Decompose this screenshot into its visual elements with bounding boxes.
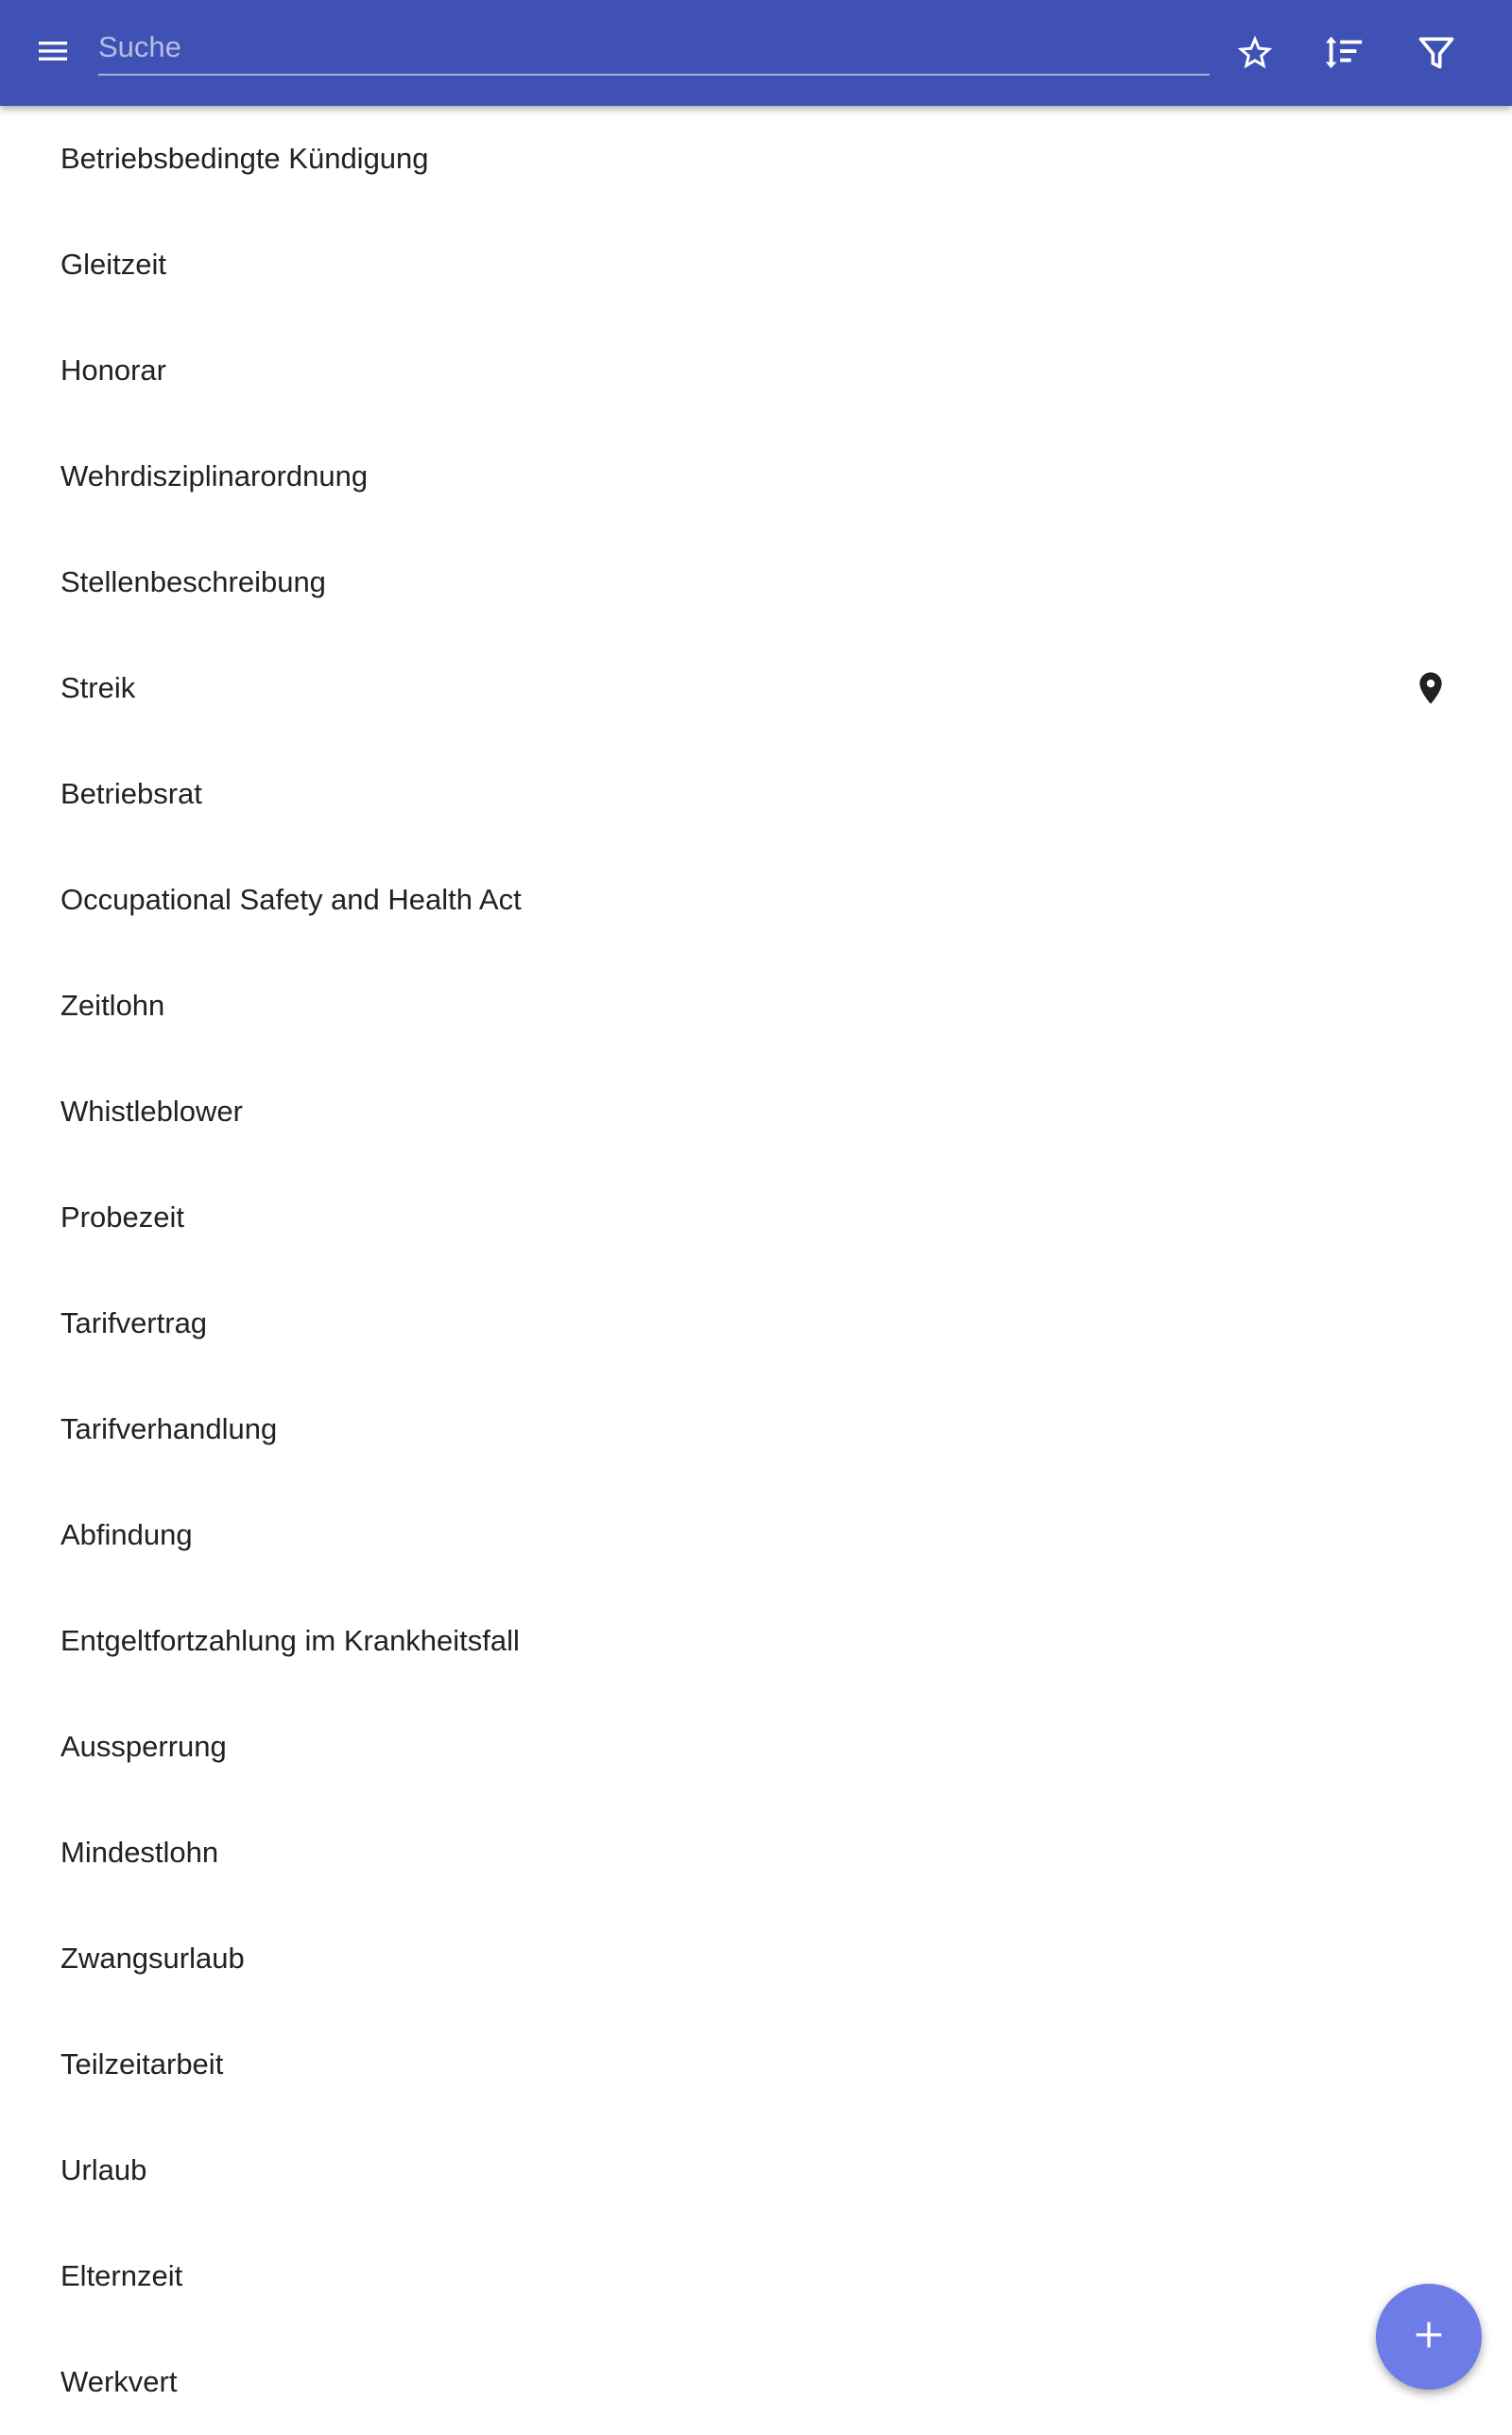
list-item[interactable] — [0, 1588, 1512, 1694]
list-item-label: Betriebsrat — [60, 777, 202, 810]
list-item[interactable] — [0, 1270, 1512, 1376]
star-outline-icon — [1234, 32, 1276, 78]
plus-icon — [1410, 2316, 1448, 2358]
list-item-label: Probezeit — [60, 1200, 184, 1234]
list-item[interactable] — [0, 2117, 1512, 2223]
list-item-label: Tarifvertrag — [60, 1306, 208, 1339]
list-item-label: Entgeltfortzahlung im Krankheitsfall — [60, 1624, 520, 1657]
app-bar — [0, 0, 1512, 106]
term-list — [0, 106, 1512, 2435]
search-field — [98, 21, 1210, 76]
list-item[interactable] — [0, 106, 1512, 212]
list-item-label: Aussperrung — [60, 1730, 227, 1763]
list-item[interactable] — [0, 2329, 1512, 2435]
list-item-label: Wehrdisziplinarordnung — [60, 459, 369, 492]
list-item[interactable] — [0, 1694, 1512, 1800]
list-item-label: Tarifverhandlung — [60, 1412, 278, 1445]
list-item[interactable] — [0, 1059, 1512, 1165]
add-button[interactable] — [1376, 2284, 1482, 2390]
list-item-label: Zwangsurlaub — [60, 1942, 245, 1975]
list-item-label: Gleitzeit — [60, 248, 166, 281]
filter-button[interactable] — [1406, 25, 1467, 85]
list-item[interactable] — [0, 1800, 1512, 1906]
list-item[interactable] — [0, 212, 1512, 318]
list-item[interactable] — [0, 1482, 1512, 1588]
list-item-label: Urlaub — [60, 2153, 147, 2186]
list-item-label: Werkvert — [60, 2365, 178, 2398]
menu-icon — [34, 32, 72, 75]
list-item-label: Abfindung — [60, 1518, 193, 1551]
sort-icon — [1322, 31, 1366, 79]
list-item[interactable] — [0, 953, 1512, 1059]
filter-icon — [1416, 32, 1457, 78]
list-item[interactable] — [0, 2223, 1512, 2329]
list-item[interactable] — [0, 1906, 1512, 2012]
list-item-label: Whistleblower — [60, 1095, 243, 1128]
list-item-label: Elternzeit — [60, 2259, 183, 2292]
list-item[interactable] — [0, 847, 1512, 953]
list-item[interactable] — [0, 423, 1512, 529]
list-item-label: Honorar — [60, 354, 166, 387]
list-item-label: Teilzeitarbeit — [60, 2047, 224, 2081]
search-input[interactable] — [98, 21, 1210, 74]
list-item[interactable] — [0, 741, 1512, 847]
list-item[interactable] — [0, 529, 1512, 635]
favorites-button[interactable] — [1225, 25, 1285, 85]
list-item[interactable] — [0, 1165, 1512, 1270]
list-item[interactable] — [0, 635, 1512, 741]
menu-button[interactable] — [25, 25, 81, 81]
sort-button[interactable] — [1314, 25, 1374, 85]
list-item-label: Betriebsbedingte Kündigung — [60, 142, 429, 175]
list-item-label: Occupational Safety and Health Act — [60, 883, 522, 916]
list-item-label: Zeitlohn — [60, 989, 165, 1022]
list-item-label: Stellenbeschreibung — [60, 565, 326, 598]
list-item-label: Mindestlohn — [60, 1836, 219, 1869]
list-item[interactable] — [0, 1376, 1512, 1482]
location-pin-icon — [1410, 667, 1452, 709]
list-item[interactable] — [0, 2012, 1512, 2117]
list-item[interactable] — [0, 318, 1512, 423]
list-item-label: Streik — [60, 671, 136, 704]
